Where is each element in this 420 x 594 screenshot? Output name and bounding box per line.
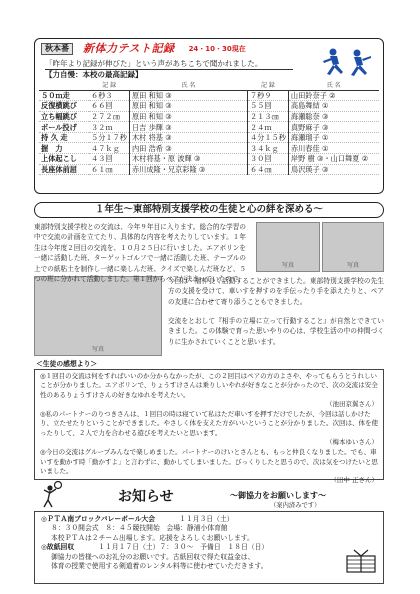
record-boys-name: 日吉 歩輝 ③ xyxy=(129,122,247,133)
notices-note: （案内済みです） xyxy=(270,502,321,509)
impression-text: ◎１回目の交流は何をすればいいのか分からなかったが、この２回目はペアの方のよさや、やってもらうとうれしいことが分かりました。エアボリンで、りょうすけさんは乗りしいやれが好きなことが分かったので、次の交流は安全性のあるりょうすけさんの好きなゆれを考えたい。 xyxy=(40,372,378,399)
fitness-record-section xyxy=(34,38,384,194)
impression-item xyxy=(40,410,378,447)
record-event: ５０ｍ走 xyxy=(39,90,89,101)
fitness-subheading: 【力自慢：本校の最高記録】 xyxy=(45,70,143,79)
record-event: 立ち幅跳び xyxy=(39,111,89,122)
fitness-title: 新体力テスト記録 xyxy=(83,42,175,55)
record-row xyxy=(39,164,379,175)
record-girls-value: ７秒９ xyxy=(247,90,288,101)
record-girls-name: 高島舞結 ① xyxy=(288,101,379,112)
article-title: １年生～東部特別支援学校の生徒と心の絆を深める～ xyxy=(34,202,384,218)
fitness-quote: 「昨年より記録が伸びた」という声があちこちで聞かれました。 xyxy=(45,59,293,70)
record-girls-name: 赤川春佳 ① xyxy=(288,143,379,154)
record-boys-value: ４７ｋｇ xyxy=(89,143,129,154)
volleyball-player-icon xyxy=(38,480,68,508)
record-boys-name: 原田 和知 ③ xyxy=(129,90,247,101)
notice-line: 御協力の皆様へのお礼分のお願いです。古紙回収で得た収益金は、 xyxy=(51,552,255,561)
records-table xyxy=(39,82,379,175)
records-header-row xyxy=(39,82,379,90)
fitness-header xyxy=(41,42,246,56)
record-boys-name: 木村将基・原 波輝 ③ xyxy=(129,154,247,165)
impression-author: （田中 正さん） xyxy=(330,476,378,485)
article-paragraph-1: 東部特別支援学校との交流は、今年９年目に入ります。総合的な学習の中で交流の計画を立てたり、具体的な内容を考えたりしています。１年生は今年度２回目の交流を、１０月２５日に行いました。エアボリンを一緒に活動した班、ターゲットゴルフで一緒に活動した班、テーブルの上での紙粘土を制作し一緒に楽しんだ班、クイズで楽しんだ班など、５つの班に分かれて活動しました。第１回からペアが決まっていたので、 xyxy=(34,223,246,284)
notices-box xyxy=(34,511,384,584)
record-girls-value: ３０回 xyxy=(247,154,288,165)
record-girls-name: 山田鈴奈子 ② xyxy=(288,90,379,101)
fitness-date: 24・10・30現在 xyxy=(188,44,246,53)
notice-item xyxy=(41,515,377,543)
photo-right xyxy=(322,222,384,272)
record-girls-value: ４分１５秒 xyxy=(247,132,288,143)
impression-author: （梅本ゆいさん） xyxy=(326,438,378,447)
record-girls-value: ２１３㎝ xyxy=(247,111,288,122)
article-paragraph-2: 今回は一層仲良く活動することができました。東部特別支援学校の先生方の支援を受けて、車いすを押すのを手伝ったり手を添えたりと、ペアの友達に合わせて寄り添うこともできました。 xyxy=(168,277,384,306)
notice-date: １１月３日（土） xyxy=(179,515,234,523)
record-boys-name: 原田 和知 ③ xyxy=(129,111,247,122)
record-boys-value: ６秒３ xyxy=(89,90,129,101)
impressions-box xyxy=(34,369,384,485)
record-event: 持 久 走 xyxy=(39,132,89,143)
record-boys-name: 原田 和知 ③ xyxy=(129,101,247,112)
record-row xyxy=(39,122,379,133)
notice-line: 本校ＰＴＡは２チーム出場します。応援をよろしくお願いします。 xyxy=(51,533,254,542)
notices-title: お知らせ xyxy=(118,489,174,505)
paper-bundle-icon xyxy=(344,546,378,576)
header-boys-name: 氏 名 xyxy=(129,82,247,90)
record-row xyxy=(39,132,379,143)
record-girls-value: ６４㎝ xyxy=(247,164,288,175)
notice-item xyxy=(41,543,377,571)
season-label: 秋本番 xyxy=(41,43,73,55)
impressions-heading: ＜生徒の感想より＞ xyxy=(36,360,98,368)
record-girls-value: ２４ｍ xyxy=(247,122,288,133)
header-event xyxy=(39,82,89,90)
record-girls-value: ３４ｋｇ xyxy=(247,143,288,154)
record-boys-value: ５分１７秒 xyxy=(89,132,129,143)
record-row xyxy=(39,90,379,101)
record-event: 上体起こし xyxy=(39,154,89,165)
record-boys-value: ４３回 xyxy=(89,154,129,165)
impression-text: ◎今日の交流はグループみんなで楽しめました。パートナーのけいとさんとも、もっと仲良くなりました。でも、車いすを動かす時「動かすよ」と言わずに、動かしてしまいました。びっくりしたと思うので、次は気をつけたいと思いました。 xyxy=(40,448,378,475)
record-boys-value: ２７２㎝ xyxy=(89,111,129,122)
impression-author: （池田京翼さん） xyxy=(326,399,378,408)
record-event: ボール投げ xyxy=(39,122,89,133)
header-girls-value: 記 録 xyxy=(247,82,288,90)
photo-left xyxy=(256,222,320,272)
record-girls-name: 鳥沢瑛子 ③ xyxy=(288,164,379,175)
photo-right-label: 写真 xyxy=(346,261,359,269)
record-row xyxy=(39,111,379,122)
record-boys-value: ３２ｍ xyxy=(89,122,129,133)
record-event: 反復横跳び xyxy=(39,101,89,112)
record-girls-name: 海瀬瑠子 ① xyxy=(288,132,379,143)
record-girls-name: 海瀬聡奈 ③ xyxy=(288,111,379,122)
photo-center-label: 写真 xyxy=(91,345,104,353)
header-boys-value: 記 録 xyxy=(89,82,129,90)
header-girls-name: 氏 名 xyxy=(288,82,379,90)
record-girls-name: 岸野 樹 ③・山口舞夏 ② xyxy=(288,154,379,165)
notice-title: ◎故紙回収 xyxy=(41,543,75,552)
impression-item xyxy=(40,372,378,409)
photo-center xyxy=(34,276,162,356)
photo-left-label: 写真 xyxy=(281,261,294,269)
notice-date: １１月１７日（土）７：３０～ 予備日 １８日（日） xyxy=(98,543,269,552)
record-girls-value: ５５回 xyxy=(247,101,288,112)
article-paragraph-3: 交流をとおして『相手の立場に立って行動すること』が自然とできていきました。この体験で育った思いやりの心は、学校生活の中の仲間づくりに生かされていくことと思います。 xyxy=(168,317,384,346)
record-boys-value: ６１㎝ xyxy=(89,164,129,175)
notice-title: ◎ＰＴＡ南ブロックバレーボール大会 xyxy=(41,515,156,523)
record-boys-name: 赤川成隆・兄京彩隆 ③ xyxy=(129,164,247,175)
impression-text: ◎私のパートナーのりつきさんは、１回目の時は寝ていて私はただ車いすを押すだけでしたが、今回は話しかけたり、立たせたりということができました。やさしく体を支えた方がいいということが分かりました。次回は、体を使ったりして、２人で力を合わせる遊びを考えたいと思います。 xyxy=(40,410,378,437)
record-boys-value: ６６回 xyxy=(89,101,129,112)
notice-line: ８：３０開会式 ８：４５競技開始 会場：静浦小体育館 xyxy=(51,524,228,533)
record-boys-name: 内田 浩希 ③ xyxy=(129,143,247,154)
impression-item xyxy=(40,448,378,485)
record-row xyxy=(39,101,379,112)
runners-illustration xyxy=(319,47,377,79)
record-event: 長座体前屈 xyxy=(39,164,89,175)
record-girls-name: 真野麻子 ③ xyxy=(288,122,379,133)
record-boys-name: 木村 将基 ③ xyxy=(129,132,247,143)
notice-line: 体育の授業で使用する剣道着のレンタル料等に使わせていただきます。 xyxy=(51,562,268,571)
notices-subtitle: ～御協力をお願いします～ xyxy=(230,491,326,500)
record-row xyxy=(39,154,379,165)
record-event: 握 力 xyxy=(39,143,89,154)
record-row xyxy=(39,143,379,154)
